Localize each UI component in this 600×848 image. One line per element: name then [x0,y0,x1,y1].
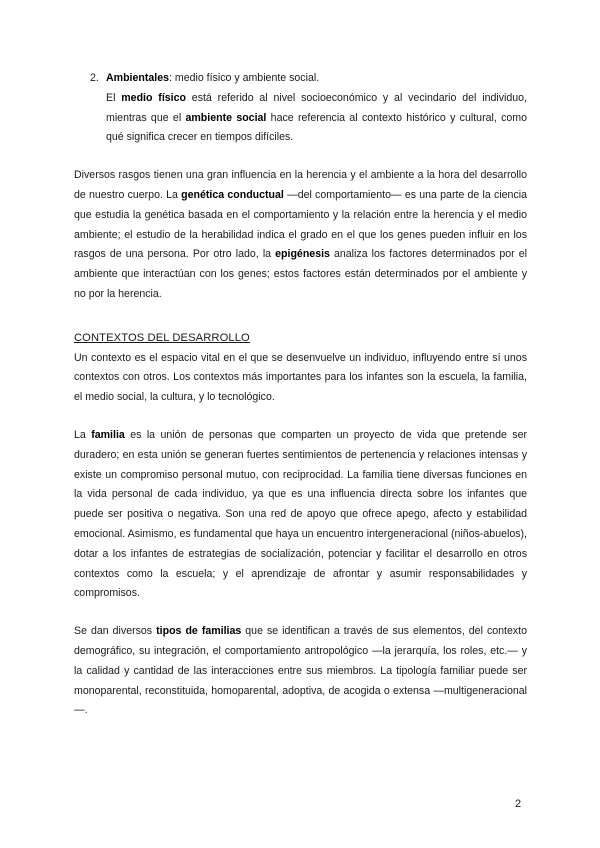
term-medio-fisico: medio físico [121,91,186,104]
term-genetica-conductual: genética conductual [181,188,284,201]
paragraph-contexto: Un contexto es el espacio vital en el que se desenvuelve un individuo, influyendo entre sí unos contextos con otros. Los contextos más importantes para los infantes son la escuela, la familia, el medio social, la cultura, y lo tecnológico. [74,351,527,404]
page-number: 2 [515,798,522,810]
list-number: 2. [90,72,99,84]
term-ambiente-social: ambiente social [185,111,267,124]
paragraph-familia: La familia es la unión de personas que comparten un proyecto de vida que pretende ser duradero; en esta unión se generan fuertes sentimientos de pertenencia y relaciones intensas y existe un compromiso personal mutuo, con reciprocidad. La familia tiene diversas funciones en la vida personal de cada individuo, ya que es una influencia directa sobre los infantes que puede ser positiva o negativa. Son una red de apoyo que ofrece apego, afecto y estabilidad emocional. Asimismo, es fundamental que haya un encuentro intergeneracional (niños-abuelos), dotar a los infantes de estrategias de socialización, potenciar y facilitar el desarrollo en otros contextos como la escuela; y el aprendizaje de afrontar y asumir responsabilidades y compromisos. [74,428,528,600]
paragraph-tipos-familias: Se dan diversos tipos de familias que se identifican a través de sus elementos, del contexto demográfico, su integración, el comportamiento antropológico —la jerarquía, los roles, etc.— y la calidad y cantidad de las interacciones entre sus miembros. La tipología familiar puede ser monoparental, reconstituida, homoparental, adoptiva, de acogida o extensa —multigeneracional—. [74,625,527,717]
term-epigenesis: epigénesis [275,248,330,261]
list-item-ambientales [74,69,527,148]
term-familia: familia [91,428,125,441]
section-heading: CONTEXTOS DEL DESARROLLO [74,331,250,344]
paragraph-genetica: Diversos rasgos tienen una gran influencia en la herencia y el ambiente a la hora del desarrollo de nuestro cuerpo. La genética conductual —del comportamiento— es una parte de la ciencia que estudia la genética basada en el comportamiento y la relación entre la herencia y el medio ambiente; el estudio de la herabilidad indica el grado en el que los genes pueden influir en los rasgos de una persona. Por otro lado, la epigénesis analiza los factores determinados por el ambiente que interactúan con los genes; estos factores están determinados por el ambiente y no por la herencia. [74,169,527,300]
document-page [74,69,527,739]
term-ambientales: Ambientales [106,72,169,84]
list-item-description: El medio físico está referido al nivel socioeconómico y al vecindario del individuo, mientras que el ambiente social hace referencia al contexto histórico y cultural, como qué significa crecer en tiempos difíciles. [106,91,528,144]
list-item-title-line: Ambientales: medio físico y ambiente social. [106,72,320,84]
term-tipos-de-familias: tipos de familias [156,625,242,638]
